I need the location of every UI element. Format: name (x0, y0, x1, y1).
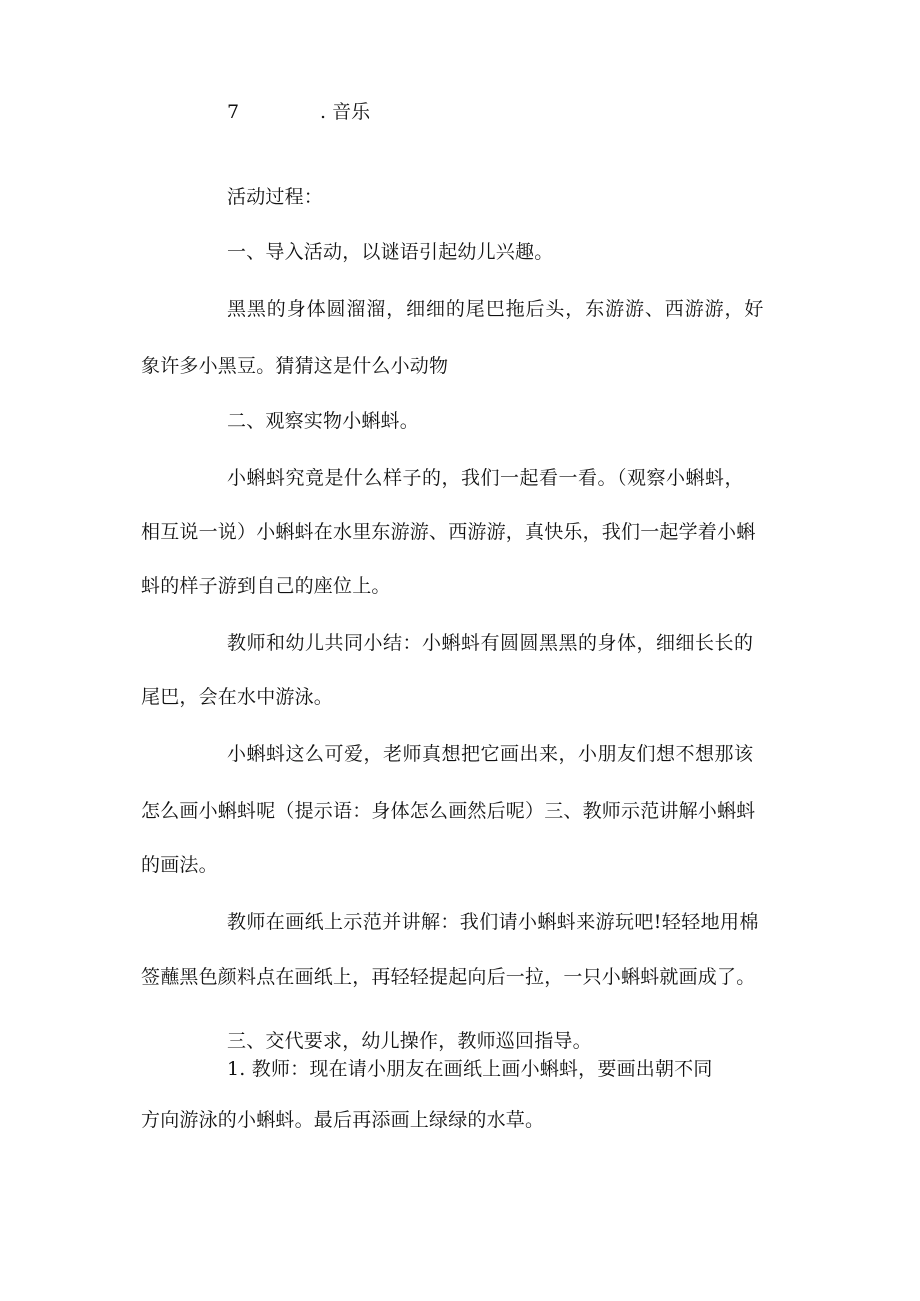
paragraph-line: 相互说一说）小蝌蚪在水里东游游、西游游，真快乐，我们一起学着小蝌 (141, 521, 756, 543)
paragraph-line: 小蝌蚪究竟是什么样子的，我们一起看一看。（观察小蝌蚪， (227, 467, 745, 489)
section-heading-requirements: 三、交代要求，幼儿操作，教师巡回指导。 (227, 1030, 592, 1052)
paragraph-line: 1. 教师：现在请小朋友在画纸上画小蝌蚪，要画出朝不同 (227, 1058, 713, 1080)
paragraph-line: 象许多小黑豆。猜猜这是什么小动物 (141, 355, 449, 377)
section-heading-observe: 二、观察实物小蝌蚪。 (227, 410, 420, 432)
paragraph-line: 方向游泳的小蝌蚪。最后再添画上绿绿的水草。 (141, 1109, 545, 1131)
paragraph-line: 教师在画纸上示范并讲解：我们请小蝌蚪来游玩吧!轻轻地用棉 (227, 911, 759, 933)
paragraph-line: 黑黑的身体圆溜溜，细细的尾巴拖后头，东游游、西游游，好 (227, 298, 765, 320)
section-heading-intro: 一、导入活动，以谜语引起幼儿兴趣。 (227, 241, 554, 263)
paragraph-line: 签蘸黑色颜料点在画纸上，再轻轻提起向后一拉，一只小蝌蚪就画成了。 (141, 966, 756, 988)
list-item-number: 7 (227, 101, 240, 123)
list-item-text: . 音乐 (320, 101, 371, 123)
paragraph-line: 怎么画小蝌蚪呢（提示语：身体怎么画然后呢）三、教师示范讲解小蝌蚪 (141, 800, 756, 822)
paragraph-line: 尾巴，会在水中游泳。 (141, 686, 334, 708)
paragraph-line: 小蝌蚪这么可爱，老师真想把它画出来，小朋友们想不想那该 (227, 743, 754, 765)
paragraph-line: 的画法。 (141, 854, 218, 876)
paragraph-line: 教师和幼儿共同小结：小蝌蚪有圆圆黑黑的身体，细细长长的 (227, 632, 754, 654)
section-heading-process: 活动过程： (227, 186, 324, 208)
paragraph-line: 蚪的样子游到自己的座位上。 (141, 575, 391, 597)
